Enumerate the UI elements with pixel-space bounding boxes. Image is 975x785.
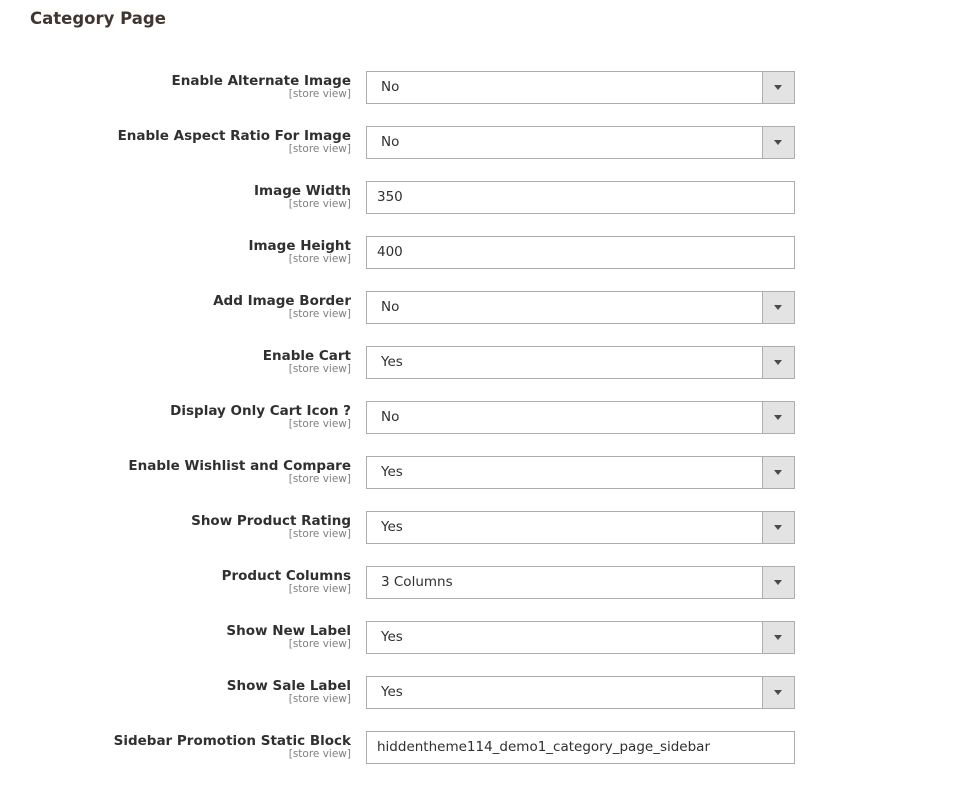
field-label: Enable Cart [262,348,351,364]
field-label: Sidebar Promotion Static Block [113,733,351,749]
config-form [0,70,975,785]
select-value: No [381,409,400,425]
input-value: hiddentheme114_demo1_category_page_sidebar [377,739,710,755]
display-only-cart-icon-select[interactable] [366,401,795,434]
enable-alternate-image-select[interactable] [366,71,795,104]
field-label: Enable Alternate Image [171,73,351,89]
chevron-down-icon [774,360,782,365]
field-label: Show Sale Label [226,678,351,694]
enable-aspect-ratio-select[interactable] [366,126,795,159]
field-label-group [0,400,351,430]
scope-label: [store view] [288,638,351,650]
scope-label: [store view] [288,528,351,540]
product-columns-select[interactable] [366,566,795,599]
field-label: Image Width [254,183,351,199]
select-toggle[interactable] [762,512,794,543]
chevron-down-icon [774,415,782,420]
input-value: 400 [377,244,403,260]
select-value: No [381,134,400,150]
select-value: 3 Columns [381,574,453,590]
image-width-input[interactable] [366,181,795,214]
enable-wishlist-compare-select[interactable] [366,456,795,489]
enable-cart-select[interactable] [366,346,795,379]
select-value: No [381,299,400,315]
field-label-group [0,345,351,375]
scope-label: [store view] [288,143,351,155]
field-label: Show New Label [226,623,351,639]
select-toggle[interactable] [762,457,794,488]
field-label-group [0,455,351,485]
select-toggle[interactable] [762,292,794,323]
select-value: Yes [381,464,403,480]
image-height-input[interactable] [366,236,795,269]
field-label: Add Image Border [213,293,351,309]
field-label: Show Product Rating [191,513,351,529]
chevron-down-icon [774,470,782,475]
field-label-group [0,565,351,595]
select-value: Yes [381,354,403,370]
scope-label: [store view] [288,253,351,265]
chevron-down-icon [774,635,782,640]
chevron-down-icon [774,580,782,585]
chevron-down-icon [774,85,782,90]
field-row-sidebar-promotion-block [0,730,975,785]
field-row-show-new-label [0,620,975,675]
select-value: Yes [381,629,403,645]
select-value: Yes [381,684,403,700]
scope-label: [store view] [288,693,351,705]
field-label: Enable Wishlist and Compare [128,458,351,474]
select-value: Yes [381,519,403,535]
chevron-down-icon [774,525,782,530]
field-row-show-product-rating [0,510,975,565]
select-toggle[interactable] [762,677,794,708]
field-label-group [0,675,351,705]
scope-label: [store view] [288,198,351,210]
field-row-enable-wishlist-compare [0,455,975,510]
field-label-group [0,620,351,650]
field-row-enable-cart [0,345,975,400]
scope-label: [store view] [288,748,351,760]
field-row-enable-aspect-ratio [0,125,975,180]
field-label-group [0,180,351,210]
field-row-show-sale-label [0,675,975,730]
field-label-group [0,730,351,760]
select-toggle[interactable] [762,402,794,433]
show-new-label-select[interactable] [366,621,795,654]
field-label-group [0,235,351,265]
field-row-add-image-border [0,290,975,345]
scope-label: [store view] [288,308,351,320]
scope-label: [store view] [288,418,351,430]
scope-label: [store view] [288,363,351,375]
chevron-down-icon [774,140,782,145]
chevron-down-icon [774,305,782,310]
scope-label: [store view] [288,88,351,100]
field-label-group [0,510,351,540]
field-label-group [0,125,351,155]
select-toggle[interactable] [762,622,794,653]
field-label: Product Columns [221,568,351,584]
chevron-down-icon [774,690,782,695]
field-row-enable-alternate-image [0,70,975,125]
select-toggle[interactable] [762,567,794,598]
field-label-group [0,290,351,320]
input-value: 350 [377,189,403,205]
show-sale-label-select[interactable] [366,676,795,709]
section-title[interactable]: Category Page [30,9,166,28]
field-row-image-height [0,235,975,290]
field-label: Enable Aspect Ratio For Image [117,128,351,144]
field-label: Display Only Cart Icon ? [170,403,351,419]
select-toggle[interactable] [762,127,794,158]
sidebar-promotion-block-input[interactable] [366,731,795,764]
scope-label: [store view] [288,473,351,485]
field-row-display-only-cart-icon [0,400,975,455]
select-value: No [381,79,400,95]
field-label: Image Height [248,238,351,254]
field-row-product-columns [0,565,975,620]
scope-label: [store view] [288,583,351,595]
add-image-border-select[interactable] [366,291,795,324]
field-label-group [0,70,351,100]
show-product-rating-select[interactable] [366,511,795,544]
select-toggle[interactable] [762,347,794,378]
select-toggle[interactable] [762,72,794,103]
field-row-image-width [0,180,975,235]
